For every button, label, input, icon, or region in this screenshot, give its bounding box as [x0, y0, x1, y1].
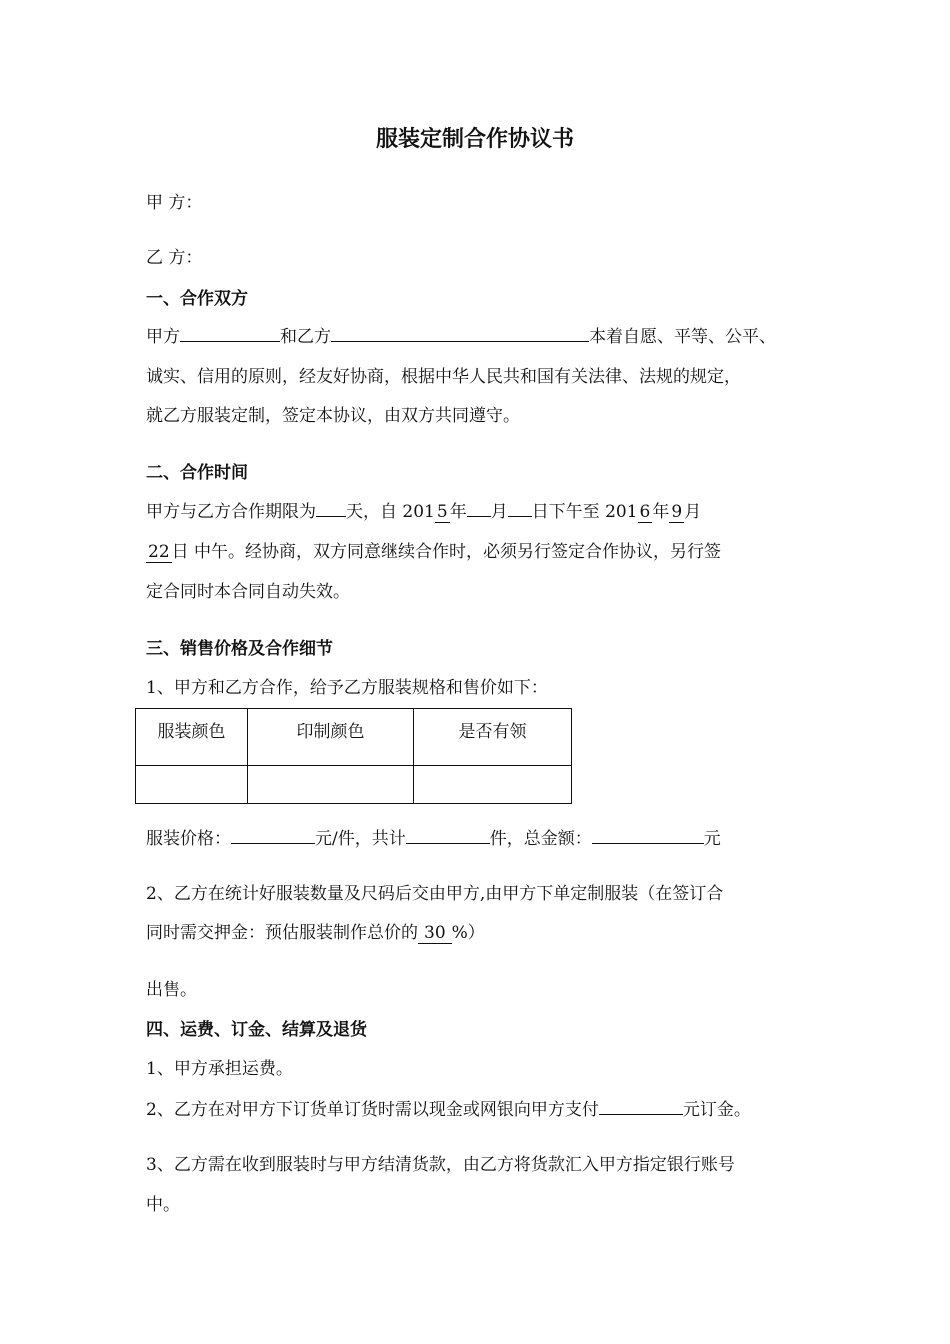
section4-item3-line2: 中。 — [146, 1195, 180, 1215]
quantity-unit-text: 件，总金额： — [489, 829, 592, 849]
party-a-label: 甲 方： — [146, 193, 203, 213]
deposit-percent-sign: %） — [451, 923, 485, 943]
document-title: 服装定制合作协议书 — [375, 127, 574, 152]
deposit-payment-text: 2、乙方在对甲方下订货单订货时需以现金或网银向甲方支付 — [146, 1100, 599, 1120]
section4-item3-line1: 3、乙方需在收到服装时与甲方结清货款，由乙方将货款汇入甲方指定银行账号 — [146, 1155, 735, 1175]
end-month-unit: 月 — [684, 502, 702, 522]
spec-table — [135, 708, 572, 804]
section3-heading: 三、销售价格及合作细节 — [146, 639, 333, 659]
deposit-text: 同时需交押金：预估服装制作总价的 — [146, 923, 418, 943]
garment-color-cell — [136, 766, 248, 804]
header-garment-color: 服装颜色 — [136, 709, 248, 766]
deposit-percent-value: 30 — [418, 923, 452, 944]
start-month-value: 5 — [436, 502, 448, 522]
section1-paragraph-line3: 就乙方服装定制，签定本协议，由双方共同遵守。 — [146, 406, 520, 426]
party-b-label: 乙 方： — [146, 248, 203, 268]
section2-line2-text: 日 中午。经协商，双方同意继续合作时，必须另行签定合作协议，另行签 — [171, 542, 722, 562]
party-a-name-blank — [180, 324, 280, 342]
party-b-name-blank — [331, 324, 589, 342]
term-days-blank — [316, 499, 346, 517]
start-year-unit: 年 — [449, 502, 467, 522]
start-month-blank — [467, 499, 491, 517]
section2-paragraph-line1 — [146, 497, 701, 522]
print-color-cell — [248, 766, 414, 804]
section3-item2-line2 — [146, 918, 485, 943]
header-print-color: 印制颜色 — [248, 709, 414, 766]
section1-party-a-text: 甲方 — [146, 327, 180, 347]
section2-paragraph-line2 — [146, 537, 721, 562]
section3-item1: 1、甲方和乙方合作，给予乙方服装规格和售价如下： — [146, 678, 548, 698]
end-year-digit: 6 — [639, 502, 651, 522]
total-amount-blank — [592, 826, 704, 844]
price-unit-text: 元/件，共计 — [315, 829, 406, 849]
start-year-text: 天，自 201 — [346, 502, 435, 522]
end-month-value: 9 — [671, 502, 683, 522]
section1-heading: 一、合作双方 — [146, 289, 248, 309]
section1-paragraph-line1 — [146, 322, 776, 347]
price-line — [146, 824, 721, 849]
start-month-unit: 月 — [490, 502, 508, 522]
price-label: 服装价格： — [146, 829, 231, 849]
section3-item2-line1: 2、乙方在统计好服装数量及尺码后交由甲方,由甲方下单定制服装（在签订合 — [146, 884, 724, 904]
section4-item2 — [146, 1095, 751, 1120]
section2-paragraph-line3: 定合同时本合同自动失效。 — [146, 582, 350, 602]
end-day-value: 22 — [148, 542, 170, 562]
term-text: 甲方与乙方合作期限为 — [146, 502, 316, 522]
section4-item1: 1、甲方承担运费。 — [146, 1059, 293, 1079]
section1-paragraph-line2: 诚实、信用的原则，经友好协商，根据中华人民共和国有关法律、法规的规定， — [146, 367, 741, 387]
section1-principle-text: 本着自愿、平等、公平、 — [589, 327, 776, 347]
section1-party-b-text: 和乙方 — [280, 327, 331, 347]
deposit-unit-text: 元订金。 — [682, 1100, 751, 1120]
deposit-amount-blank — [599, 1097, 683, 1115]
spec-table-row — [136, 766, 572, 804]
spec-table-header-row — [136, 709, 572, 766]
section4-heading: 四、运费、订金、结算及退货 — [146, 1020, 367, 1040]
section2-heading: 二、合作时间 — [146, 463, 248, 483]
start-day-blank — [508, 499, 532, 517]
collar-cell — [414, 766, 572, 804]
end-year-text: 日下午至 201 — [531, 502, 638, 522]
quantity-blank — [406, 826, 490, 844]
end-year-unit: 年 — [652, 502, 670, 522]
total-unit-text: 元 — [703, 829, 721, 849]
sale-text: 出售。 — [146, 980, 197, 1000]
header-collar: 是否有领 — [414, 709, 572, 766]
unit-price-blank — [231, 826, 315, 844]
